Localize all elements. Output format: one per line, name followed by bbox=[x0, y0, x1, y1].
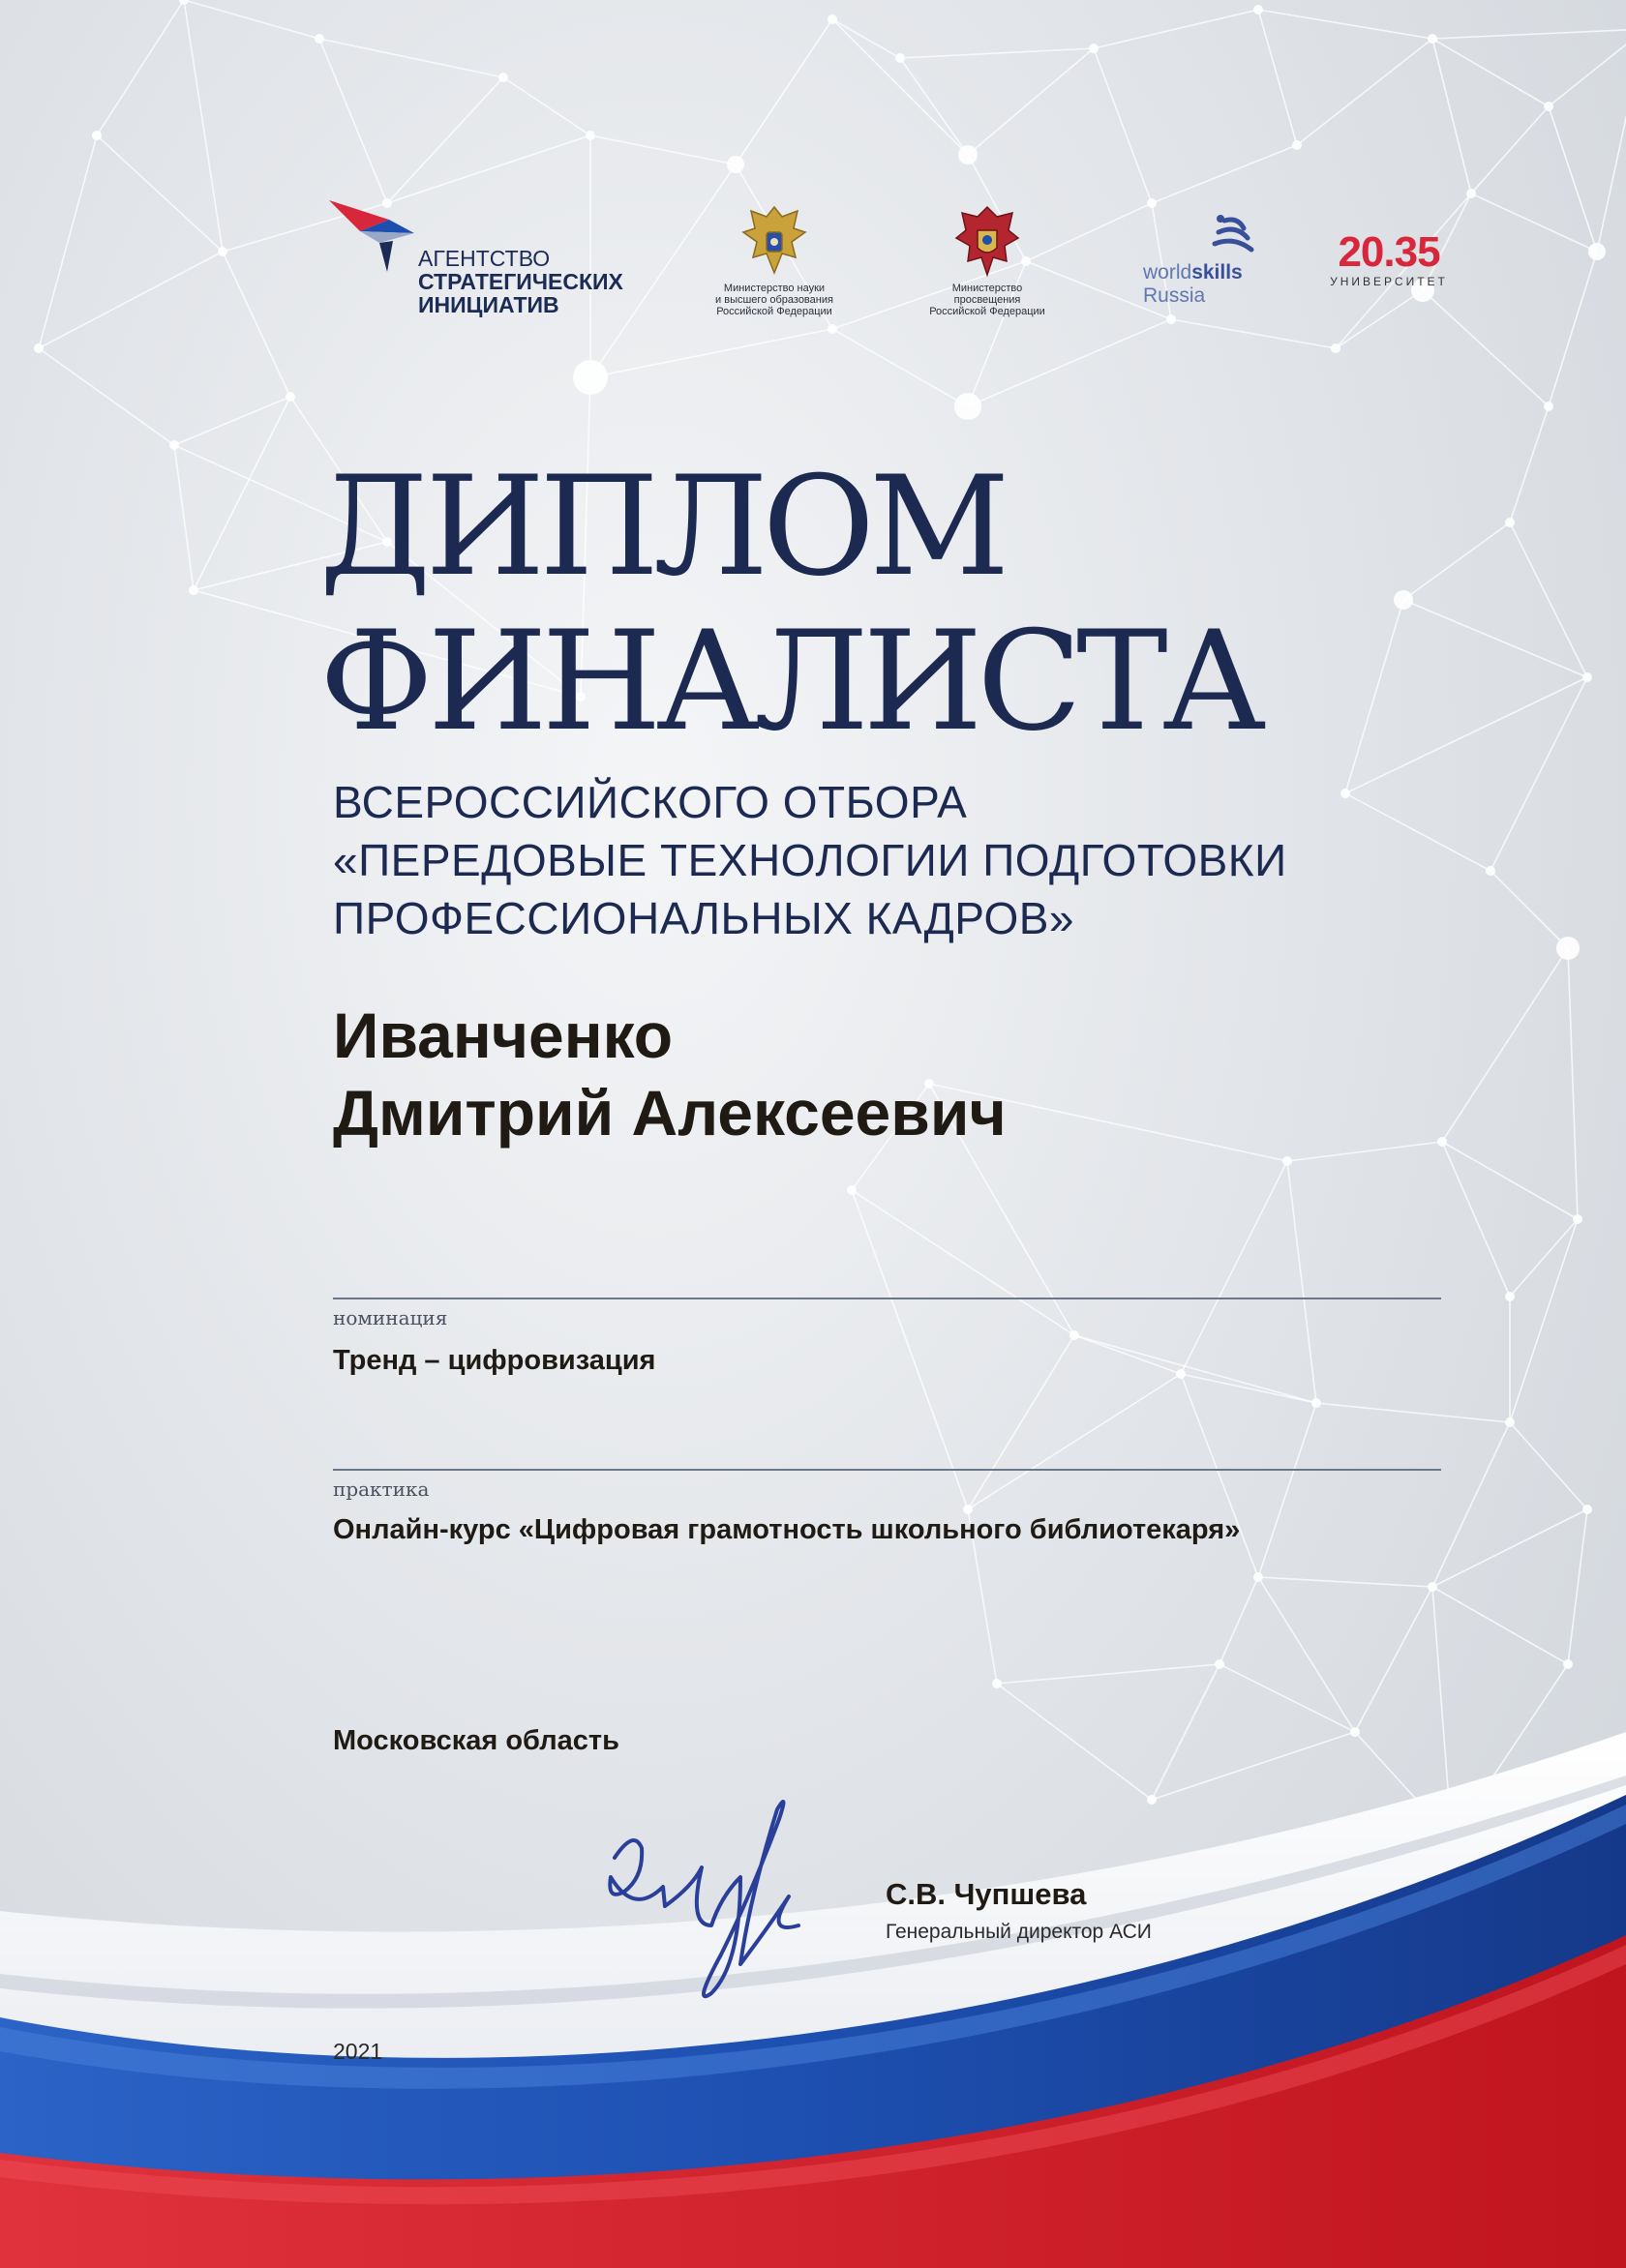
diploma-subtitle-line1: ВСЕРОССИЙСКОГО ОТБОРА bbox=[333, 777, 968, 827]
worldskills-word-bold: skills bbox=[1191, 261, 1243, 284]
practice-value: Онлайн-курс «Цифровая грамотность школьного библиотекаря» bbox=[333, 1514, 1241, 1545]
diploma-year: 2021 bbox=[333, 2039, 383, 2064]
diploma-subtitle-line3: ПРОФЕССИОНАЛЬНЫХ КАДРОВ» bbox=[333, 893, 1075, 943]
ministry-science-line1: Министерство науки bbox=[723, 283, 826, 294]
ministry-education-line2: просвещения bbox=[953, 294, 1021, 306]
diploma-title-line2: ФИНАЛИСТА bbox=[319, 602, 1261, 761]
recipient-surname: Иванченко bbox=[333, 1000, 674, 1071]
signer-name: С.В. Чупшева bbox=[886, 1877, 1087, 1911]
diploma-subtitle-line2: «ПЕРЕДОВЫЕ ТЕХНОЛОГИИ ПОДГОТОВКИ bbox=[333, 835, 1287, 885]
diploma-title-line1: ДИПЛОМ bbox=[319, 447, 1005, 607]
ministry-science-line3: Российской Федерации bbox=[716, 306, 832, 317]
university-2035-number: 20.35 bbox=[1338, 228, 1440, 276]
worldskills-country: Russia bbox=[1143, 284, 1206, 307]
asi-logo-line1: АГЕНТСТВО bbox=[418, 246, 551, 271]
nomination-value: Тренд – цифровизация bbox=[333, 1345, 656, 1376]
ministry-education-line3: Российской Федерации bbox=[929, 306, 1045, 317]
region: Московская область bbox=[333, 1725, 619, 1756]
asi-logo-line2: СТРАТЕГИЧЕСКИХ bbox=[418, 269, 623, 294]
asi-logo-line3: ИНИЦИАТИВ bbox=[418, 292, 559, 317]
practice-label: практика bbox=[333, 1477, 430, 1501]
ministry-education-line1: Министерство bbox=[951, 283, 1023, 294]
worldskills-word-light: world bbox=[1143, 261, 1192, 284]
ministry-science-line2: и высшего образования bbox=[715, 294, 833, 306]
signer-role: Генеральный директор АСИ bbox=[886, 1921, 1152, 1943]
university-2035-label: УНИВЕРСИТЕТ bbox=[1330, 275, 1448, 288]
recipient-given-names: Дмитрий Алексеевич bbox=[333, 1077, 1007, 1149]
handwritten-signature bbox=[595, 1780, 847, 2013]
nomination-label: номинация bbox=[333, 1306, 448, 1329]
